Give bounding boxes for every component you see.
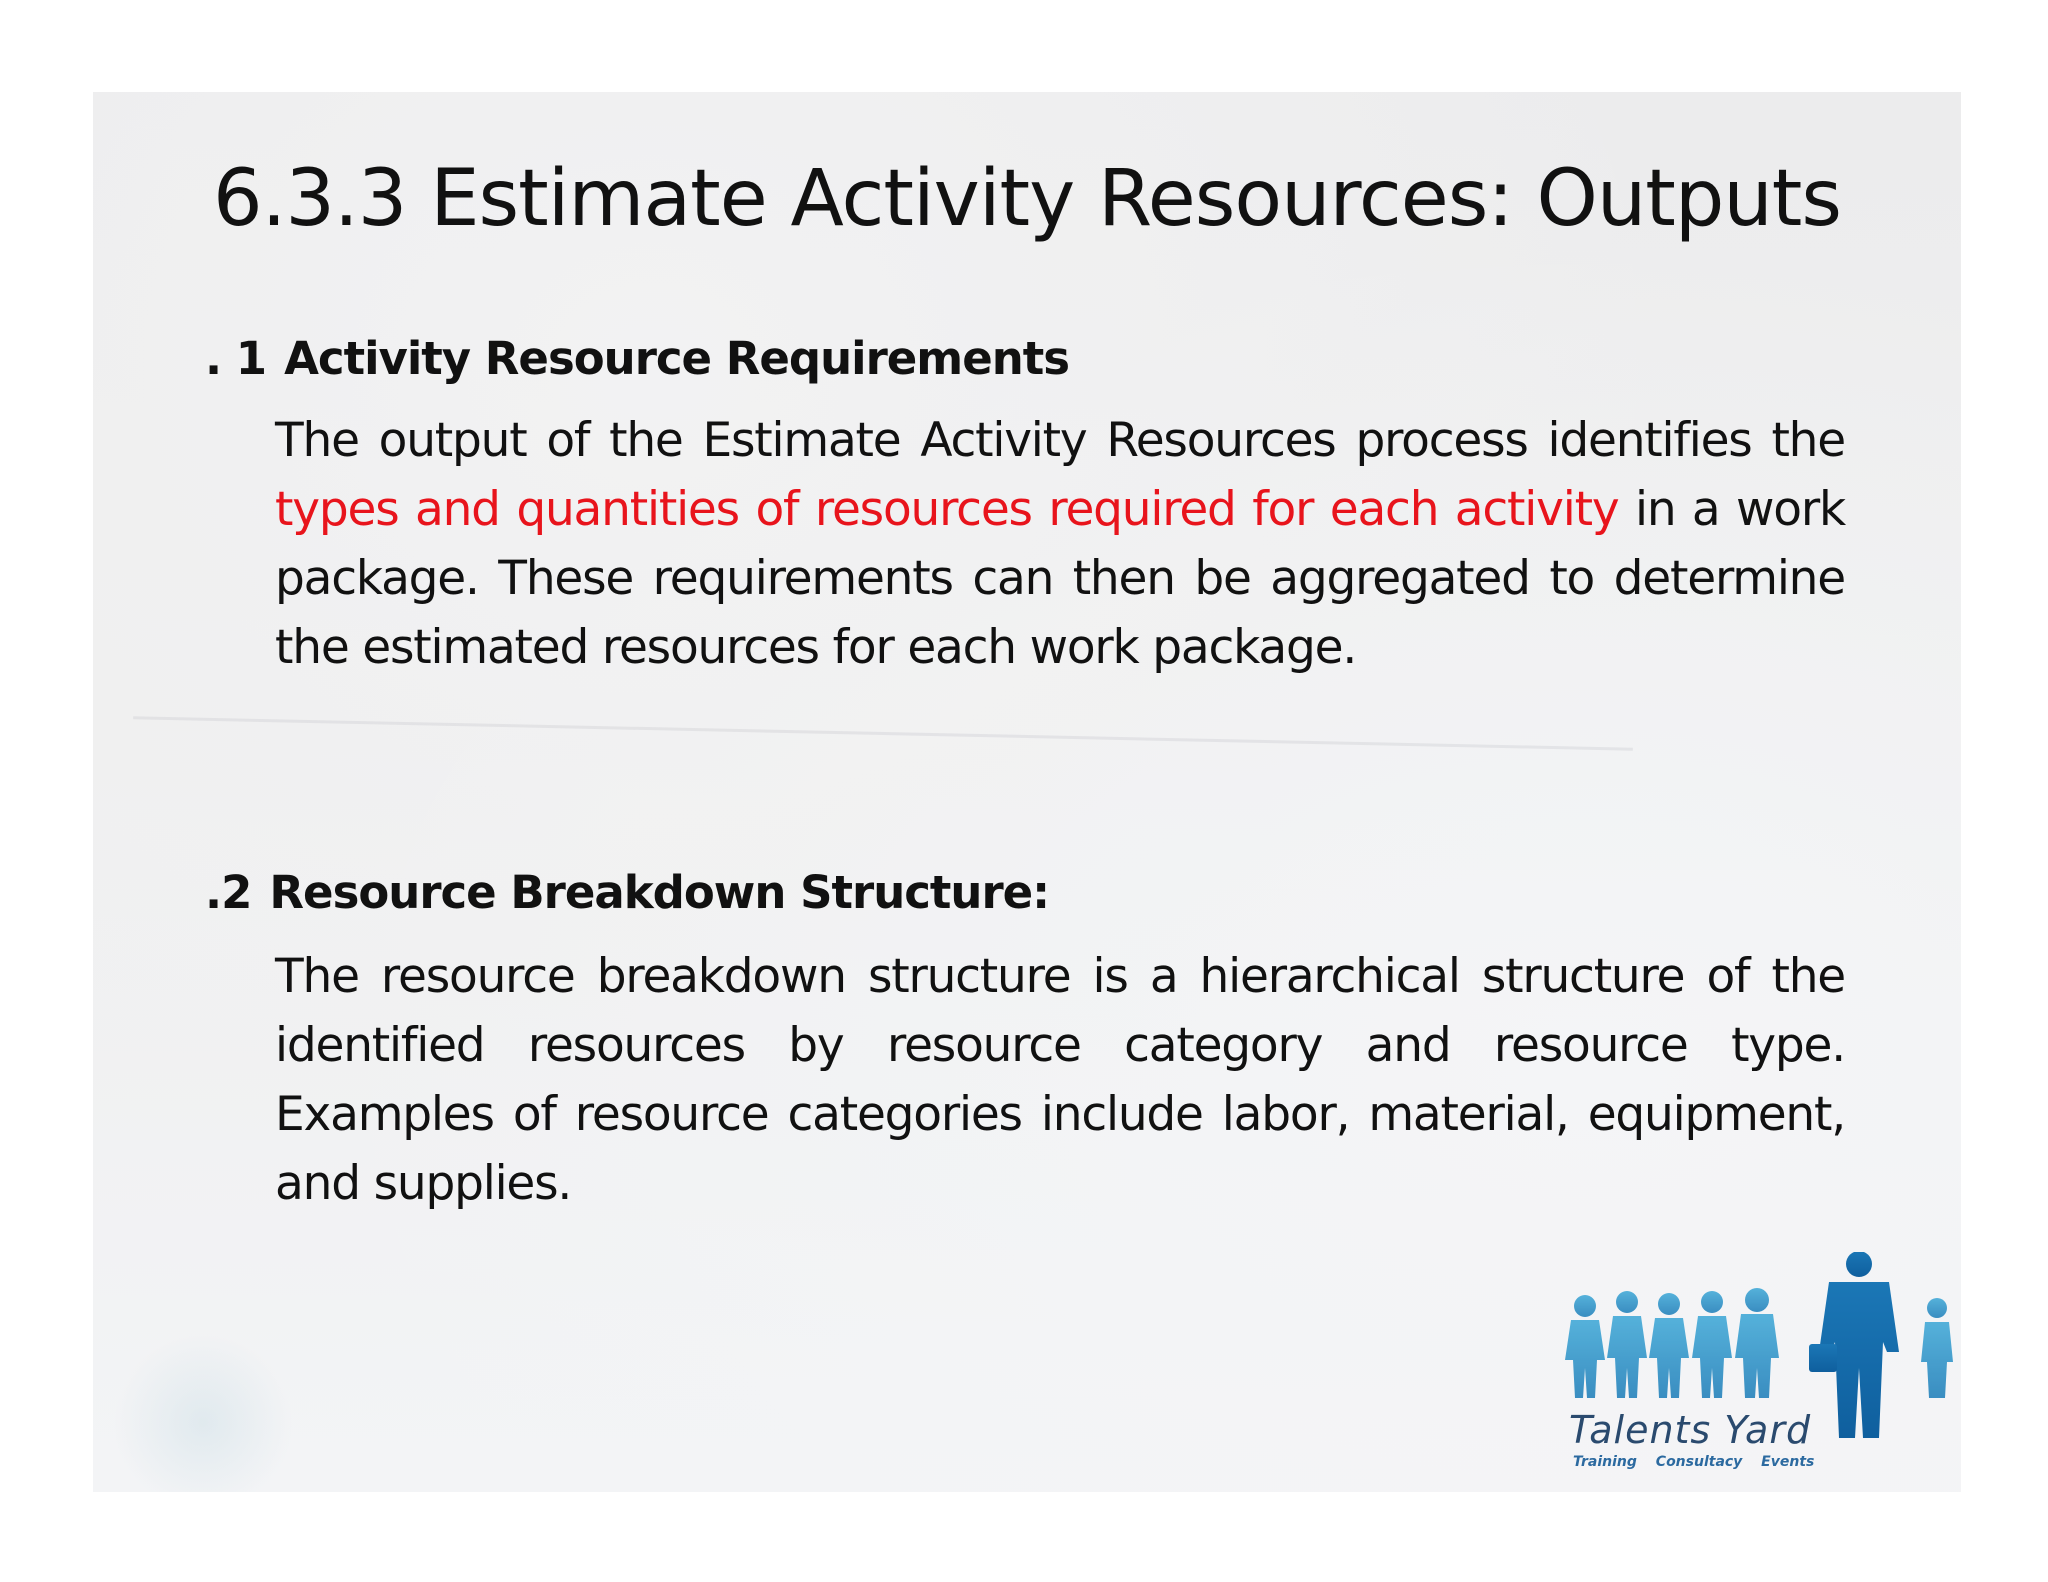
section-1-title: Activity Resource Requirements: [284, 332, 1070, 385]
section-1-number: . 1: [205, 332, 267, 385]
section-1-heading: [205, 332, 1069, 385]
section-2-body: The resource breakdown structure is a hierarchical structure of the identified resources by resource category and resource type. Examples of resource categories include labor, material, equipment, and supplies.: [275, 949, 1845, 1211]
section-1-highlight: types and quantities of resources required for each activity: [275, 482, 1619, 537]
section-2-number: .2: [205, 866, 252, 919]
logo-tagline: Training Consultacy Events: [1573, 1454, 1815, 1470]
section-2-title: Resource Breakdown Structure:: [269, 866, 1050, 919]
logo-name: Talents Yard: [1569, 1408, 1812, 1452]
section-1-text-before: The output of the Estimate Activity Resources process identifies the: [275, 413, 1845, 468]
section-1-text-after: in a work package. These requirements can then be aggregated to determine the estimated resources for each work package.: [275, 482, 1845, 675]
section-2-heading: [205, 866, 1049, 919]
slide: [93, 92, 1961, 1492]
section-1-body: [275, 406, 1845, 682]
slide-title: 6.3.3 Estimate Activity Resources: Outputs: [212, 154, 1842, 244]
